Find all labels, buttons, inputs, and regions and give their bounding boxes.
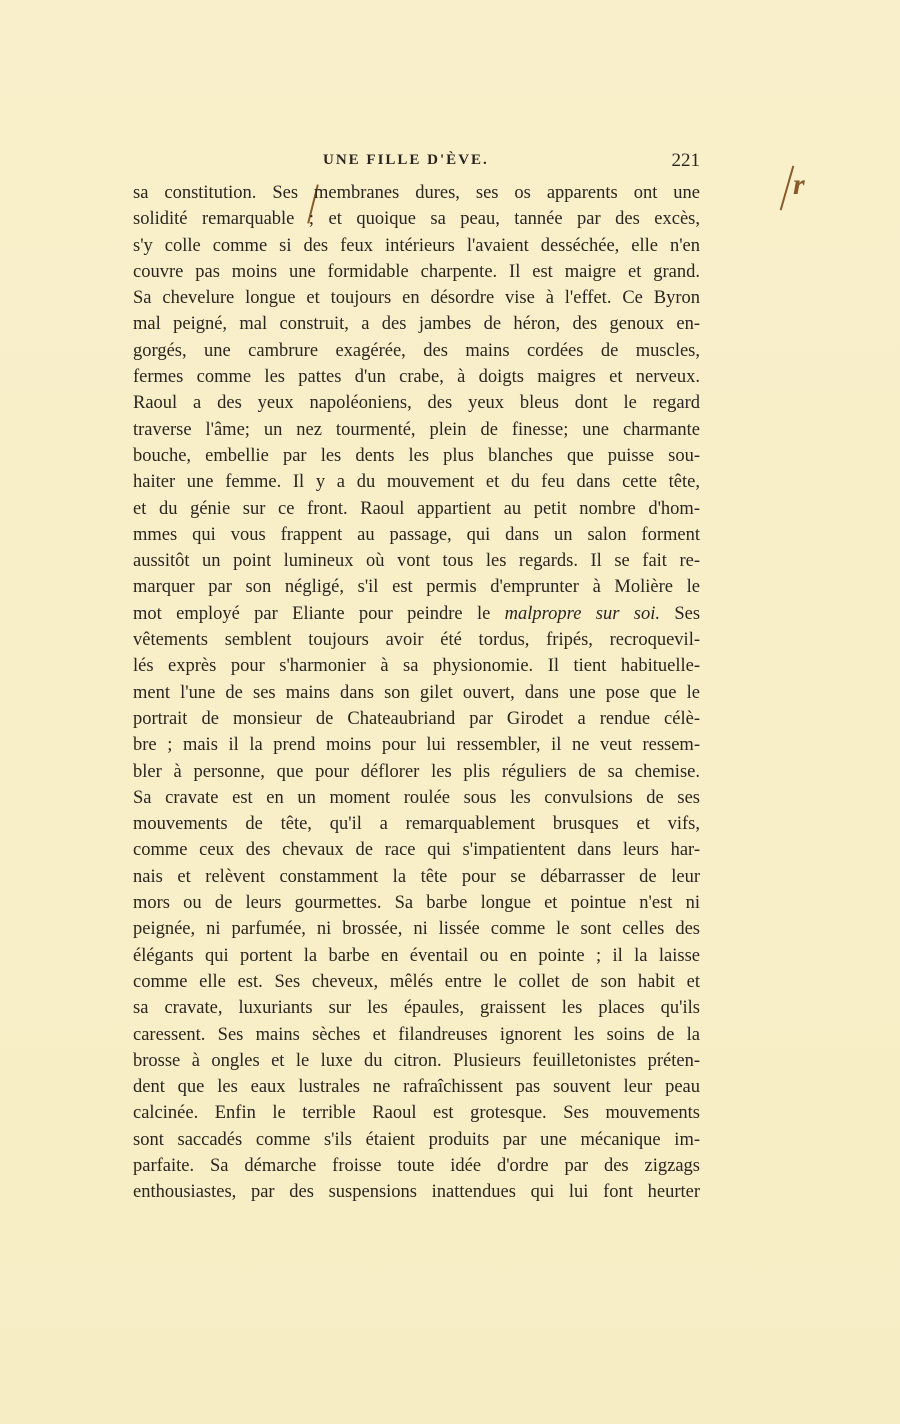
text-line-content: Sa chevelure longue et toujours en désordre vise à l'effet. Ce Byron — [133, 288, 700, 309]
text-line — [133, 653, 700, 679]
text-line — [133, 285, 700, 311]
text-line — [133, 943, 700, 969]
text-line-content: élégants qui portent la barbe en éventail ou en pointe ; il la laisse — [133, 945, 700, 966]
text-line-content: couvre pas moins une formidable charpente. Il est maigre et grand. — [133, 261, 700, 282]
text-line — [133, 837, 700, 863]
text-line-tail: Ses — [674, 603, 701, 624]
body-text — [133, 180, 700, 1206]
text-line-content: vêtements semblent toujours avoir été tordus, fripés, recroquevil- — [133, 630, 700, 651]
text-line — [133, 443, 700, 469]
text-line — [133, 1179, 700, 1205]
text-line — [133, 785, 700, 811]
text-line-content: ment l'une de ses mains dans son gilet ouvert, dans une pose que le — [133, 682, 700, 703]
text-line — [133, 916, 700, 942]
text-line — [133, 890, 700, 916]
text-line-content: bre ; mais il la prend moins pour lui ressembler, il ne veut ressem- — [133, 735, 700, 756]
text-line-content: bler à personne, que pour déflorer les plis réguliers de sa chemise. — [133, 761, 700, 782]
text-line-content: comme elle est. Ses cheveux, mêlés entre le collet de son habit et — [133, 971, 700, 992]
text-line — [133, 233, 700, 259]
text-line-content: sont saccadés comme s'ils étaient produits par une mécanique im- — [133, 1129, 700, 1150]
text-line — [133, 995, 700, 1021]
text-line — [133, 206, 700, 232]
text-line — [133, 1074, 700, 1100]
italic-phrase: malpropre sur soi. — [504, 603, 660, 624]
text-line — [133, 601, 700, 627]
text-line-content: nais et relèvent constamment la tête pour se débarrasser de leur — [133, 866, 700, 887]
text-line-content: Raoul a des yeux napoléoniens, des yeux bleus dont le regard — [133, 393, 700, 414]
margin-correction-note: r — [793, 168, 805, 201]
text-line — [133, 811, 700, 837]
text-line-content: haiter une femme. Il y a du mouvement et du feu dans cette tête, — [133, 472, 700, 493]
text-line-content: solidité remarquable ; et quoique sa peau, tannée par des excès, — [133, 209, 700, 230]
text-line-content: sa constitution. Ses membranes dures, ses os apparents ont une — [133, 183, 700, 203]
text-line-content: fermes comme les pattes d'un crabe, à doigts maigres et nerveux. — [133, 367, 700, 388]
text-line — [133, 259, 700, 285]
text-line — [133, 1048, 700, 1074]
text-line-content: caressent. Ses mains sèches et filandreuses ignorent les soins de la — [133, 1024, 700, 1045]
text-line — [133, 627, 700, 653]
text-line-content: et du génie sur ce front. Raoul appartient au petit nombre d'hom- — [133, 498, 700, 519]
text-line-content: marquer par son négligé, s'il est permis d'emprunter à Molière le — [133, 577, 700, 598]
text-line-content: traverse l'âme; un nez tourmenté, plein de finesse; une charmante — [133, 419, 700, 440]
text-line-content: parfaite. Sa démarche froisse toute idée d'ordre par des zigzags — [133, 1155, 700, 1176]
text-line-content: sa cravate, luxuriants sur les épaules, graissent les places qu'ils — [133, 998, 700, 1019]
text-line — [133, 1127, 700, 1153]
text-line-content: mors ou de leurs gourmettes. Sa barbe longue et pointue n'est ni — [133, 893, 700, 914]
text-line-content: Sa cravate est en un moment roulée sous les convulsions de ses — [133, 787, 700, 808]
text-line-content: aussitôt un point lumineux où vont tous les regards. Il se fait re- — [133, 551, 700, 572]
text-line — [133, 732, 700, 758]
running-title: UNE FILLE D'ÈVE. — [323, 152, 489, 168]
text-line-content: portrait de monsieur de Chateaubriand par Girodet a rendue célè- — [133, 708, 700, 729]
text-line-content: enthousiastes, par des suspensions inattendues qui lui font heurter — [133, 1182, 700, 1203]
text-line — [133, 338, 700, 364]
text-line-content: bouche, embellie par les dents les plus blanches que puisse sou- — [133, 445, 700, 466]
text-line-content: brosse à ongles et le luxe du citron. Plusieurs feuilletonistes préten- — [133, 1050, 700, 1071]
text-line-content: comme ceux des chevaux de race qui s'impatientent dans leurs har- — [133, 840, 700, 861]
text-line — [133, 574, 700, 600]
text-line-content: dent que les eaux lustrales ne rafraîchissent pas souvent leur peau — [133, 1077, 700, 1098]
text-line-content: lés exprès pour s'harmonier à sa physionomie. Il tient habituelle- — [133, 656, 700, 677]
text-line-content: mmes qui vous frappent au passage, qui dans un salon forment — [133, 524, 700, 545]
text-line — [133, 969, 700, 995]
text-line — [133, 496, 700, 522]
text-line — [133, 759, 700, 785]
text-line — [133, 390, 700, 416]
text-line-content: mal peigné, mal construit, a des jambes de héron, des genoux en- — [133, 314, 700, 335]
page-number: 221 — [671, 150, 700, 171]
page-header — [133, 150, 700, 174]
text-line-content: calcinée. Enfin le terrible Raoul est grotesque. Ses mouvements — [133, 1103, 700, 1124]
text-line — [133, 364, 700, 390]
text-line — [133, 1022, 700, 1048]
text-line — [133, 417, 700, 443]
text-line — [133, 469, 700, 495]
text-line — [133, 1100, 700, 1126]
text-line-content: s'y colle comme si des feux intérieurs l'avaient desséchée, elle n'en — [133, 235, 700, 256]
text-line — [133, 706, 700, 732]
text-line-content: mouvements de tête, qu'il a remarquablement brusques et vifs, — [133, 814, 700, 835]
text-line-content: mot employé par Eliante pour peindre le — [133, 603, 491, 624]
text-line — [133, 548, 700, 574]
text-line — [133, 1153, 700, 1179]
text-line — [133, 311, 700, 337]
text-line — [133, 522, 700, 548]
text-line — [133, 180, 700, 206]
text-line — [133, 864, 700, 890]
text-line-content: peignée, ni parfumée, ni brossée, ni lissée comme le sont celles des — [133, 919, 700, 940]
text-line-content: gorgés, une cambrure exagérée, des mains cordées de muscles, — [133, 340, 700, 361]
text-line — [133, 680, 700, 706]
